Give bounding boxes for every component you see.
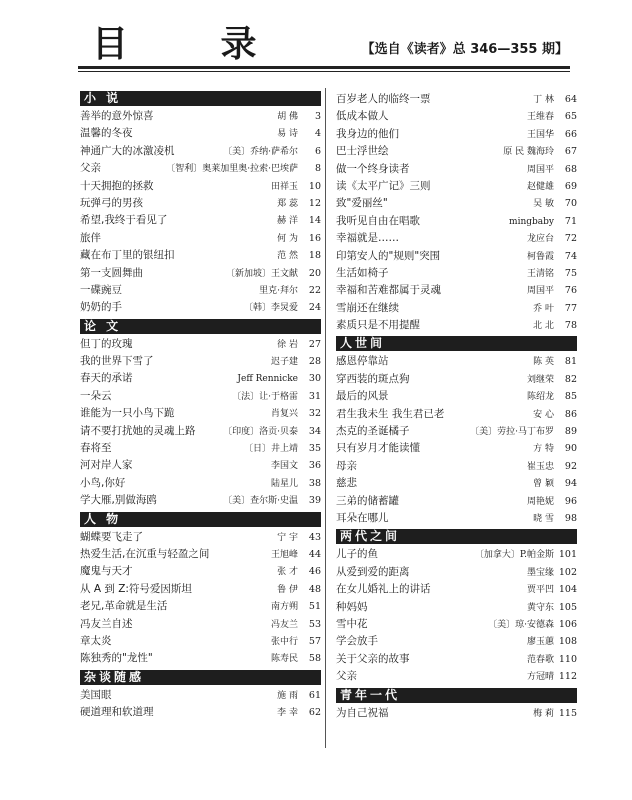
entry-title: 三弟的储蓄罐 [336, 494, 399, 507]
section-header: 两代之间 [336, 529, 577, 544]
entry-author: 〔美〕乔纳·萨希尔 [223, 146, 298, 157]
toc-entry[interactable] [336, 458, 577, 475]
entry-author: 李国文 [270, 461, 298, 472]
entry-page: 101 [558, 549, 577, 561]
toc-entry[interactable] [80, 125, 321, 142]
entry-title: 穿西装的斑点狗 [336, 372, 410, 385]
entry-author: 丁 林 [533, 95, 554, 105]
toc-entry[interactable] [336, 195, 577, 212]
entry-author: 赫 洋 [277, 216, 298, 227]
toc-entry[interactable] [80, 581, 321, 598]
entry-title: 我听见自由在唱歌 [336, 214, 420, 227]
entry-title: 河对岸人家 [80, 459, 133, 472]
entry-page: 28 [308, 356, 321, 368]
header-rule-thin [78, 71, 570, 72]
entry-title: 生活如椅子 [336, 266, 389, 279]
column-divider [325, 88, 326, 748]
entry-page: 71 [564, 215, 577, 227]
entry-page: 44 [308, 548, 321, 560]
entry-page: 81 [564, 356, 577, 368]
entry-page: 96 [564, 495, 577, 507]
entry-page: 112 [558, 671, 577, 683]
entry-page: 64 [564, 94, 577, 105]
entry-author: 周国平 [526, 164, 554, 175]
toc-entry[interactable] [80, 282, 321, 299]
entry-page: 72 [564, 233, 577, 245]
section-header: 人 物 [80, 512, 321, 527]
entry-title: 温馨的冬夜 [80, 127, 133, 140]
entry-author: 原 民 魏海玲 [503, 147, 554, 158]
entry-title: 硬道理和软道理 [80, 706, 154, 719]
entry-author: 梅 莉 [533, 708, 554, 719]
toc-entry[interactable] [336, 493, 577, 510]
entry-page: 6 [314, 145, 321, 157]
entry-title: 慈悲 [336, 477, 357, 490]
toc-entry[interactable] [80, 143, 321, 160]
entry-page: 106 [558, 618, 577, 630]
entry-author: 李 幸 [277, 708, 298, 719]
entry-page: 67 [564, 146, 577, 158]
entry-title: 学大雁,别做海鸥 [80, 494, 157, 507]
toc-entry[interactable] [336, 633, 577, 650]
entry-page: 12 [308, 197, 321, 209]
entry-author: 徐 岩 [277, 339, 298, 350]
entry-title: 一朵云 [80, 389, 112, 402]
entry-page: 18 [308, 250, 321, 262]
toc-entry[interactable] [80, 108, 321, 125]
entry-title: 关于父亲的故事 [336, 652, 410, 665]
entry-title: 百岁老人的临终一票 [336, 93, 431, 105]
toc-entry[interactable] [80, 598, 321, 615]
toc-entry[interactable] [336, 423, 577, 440]
entry-title: 春天的承诺 [80, 372, 133, 385]
entry-page: 115 [558, 707, 577, 719]
entry-title: 美国眼 [80, 688, 112, 701]
entry-page: 77 [564, 302, 577, 314]
entry-page: 30 [308, 373, 321, 385]
entry-page: 76 [564, 285, 577, 297]
entry-author: 陈 英 [533, 357, 554, 368]
toc-entry[interactable] [336, 353, 577, 370]
entry-author: 吴 敏 [533, 199, 554, 210]
entry-title: 母亲 [336, 459, 357, 472]
entry-title: 杰克的圣诞橘子 [336, 425, 410, 438]
entry-author: 陆星儿 [270, 478, 298, 489]
entry-page: 92 [564, 460, 577, 472]
entry-author: 〔美〕琼·安德森 [488, 619, 554, 630]
entry-author: 张 才 [277, 567, 298, 578]
entry-title: 只有岁月才能读懂 [336, 442, 420, 455]
entry-page: 36 [308, 460, 321, 472]
issue-range-subtitle: 【选自《读者》总 346—355 期】 [361, 42, 568, 57]
toc-entry[interactable] [80, 616, 321, 633]
entry-page: 14 [308, 215, 321, 227]
entry-page: 16 [308, 232, 321, 244]
entry-author: 肖复兴 [270, 409, 298, 420]
toc-entry[interactable] [80, 475, 321, 492]
entry-author: 郑 蕊 [277, 198, 298, 209]
entry-author: 墨宝缘 [526, 567, 554, 578]
entry-title: 老兄,革命就是生活 [80, 600, 168, 613]
entry-page: 78 [564, 320, 577, 332]
entry-title: 幸福和苦难都属于灵魂 [336, 284, 441, 297]
entry-title: 蝴蝶要飞走了 [80, 530, 143, 543]
entry-title: 一碟豌豆 [80, 283, 122, 296]
toc-entry[interactable] [80, 178, 321, 195]
toc-entry[interactable] [336, 143, 577, 160]
entry-author: 范春歌 [526, 654, 554, 665]
entry-page: 102 [558, 566, 577, 578]
entry-page: 82 [564, 373, 577, 385]
toc-entry[interactable] [336, 705, 577, 722]
entry-page: 104 [558, 584, 577, 596]
entry-author: 〔加拿大〕P.帕金斯 [474, 550, 554, 561]
toc-entry[interactable] [336, 668, 577, 685]
entry-title: 旅伴 [80, 231, 101, 244]
entry-author: 里克·拜尔 [259, 285, 298, 296]
section-header: 人世间 [336, 336, 577, 351]
entry-title: 耳朵在哪儿 [336, 511, 389, 524]
entry-title: 我身边的他们 [336, 127, 399, 140]
entry-page: 86 [564, 408, 577, 420]
entry-author: 廖玉蕙 [526, 637, 554, 648]
entry-page: 48 [308, 583, 321, 595]
toc-entry[interactable] [80, 405, 321, 422]
entry-page: 90 [564, 443, 577, 455]
entry-title: 神通广大的冰激凌机 [80, 144, 175, 157]
entry-title: 玩弹弓的男孩 [80, 196, 143, 209]
entry-title: 致"爱丽丝" [336, 197, 388, 210]
entry-title: 从 A 到 Z:符号爱因斯坦 [80, 582, 192, 595]
toc-entry[interactable] [80, 687, 321, 704]
entry-author: mingbaby [509, 216, 554, 227]
entry-author: 胡 佛 [277, 112, 298, 122]
entry-author: 易 诗 [277, 129, 298, 140]
toc-entry[interactable] [336, 371, 577, 388]
entry-title: 谁能为一只小鸟下跪 [80, 407, 175, 420]
entry-title: 藏在布丁里的银纽扣 [80, 249, 175, 262]
toc-entry[interactable] [80, 457, 321, 474]
entry-title: 雪中花 [336, 617, 368, 630]
entry-title: 印第安人的"规则"突围 [336, 249, 441, 262]
right-column [336, 91, 577, 722]
entry-page: 58 [308, 653, 321, 665]
toc-entry[interactable] [336, 546, 577, 563]
toc-entry[interactable] [336, 300, 577, 317]
entry-author: 陈寿民 [270, 654, 298, 665]
entry-author: 鲁 伊 [277, 584, 298, 595]
left-column [80, 91, 321, 722]
entry-author: 迟子建 [270, 357, 298, 368]
entry-author: 王旭峰 [270, 549, 298, 560]
entry-page: 31 [308, 390, 321, 402]
entry-title: 种妈妈 [336, 600, 368, 613]
entry-page: 110 [558, 653, 577, 665]
entry-title: 君生我未生 我生君已老 [336, 407, 445, 420]
entry-title: 最后的风景 [336, 390, 389, 403]
entry-page: 20 [308, 267, 321, 279]
toc-entry[interactable] [336, 651, 577, 668]
entry-title: 巴士浮世绘 [336, 145, 389, 158]
entry-author: 方 特 [533, 444, 554, 455]
toc-entry[interactable] [336, 599, 577, 616]
entry-author: 〔美〕查尔斯·史温 [223, 496, 298, 507]
entry-title: 热爱生活,在沉重与轻盈之间 [80, 547, 210, 560]
entry-title: 冯友兰自述 [80, 617, 133, 630]
entry-title: 从爱到爱的距离 [336, 565, 410, 578]
entry-page: 65 [564, 111, 577, 123]
entry-page: 98 [564, 512, 577, 524]
toc-entry[interactable] [336, 406, 577, 423]
entry-title: 在女儿婚礼上的讲话 [336, 583, 431, 596]
toc-entry[interactable] [336, 581, 577, 598]
toc-entry[interactable] [80, 370, 321, 387]
entry-author: Jeff Rennicke [237, 374, 298, 385]
toc-entry[interactable] [336, 108, 577, 125]
entry-title: 十天拥抱的拯救 [80, 179, 154, 192]
entry-author: 龙应台 [526, 234, 554, 245]
entry-author: 何 为 [277, 233, 298, 244]
entry-page: 8 [314, 163, 321, 175]
entry-page: 3 [314, 111, 321, 122]
entry-author: 黄守东 [526, 602, 554, 613]
entry-author: 冯友兰 [270, 619, 298, 630]
toc-entry[interactable] [80, 546, 321, 563]
entry-title: 请不要打扰她的灵魂上路 [80, 424, 196, 437]
entry-author: 张中行 [270, 636, 298, 647]
entry-title: 善举的意外惊喜 [80, 110, 154, 122]
entry-author: 王清铭 [526, 268, 554, 279]
entry-page: 68 [564, 163, 577, 175]
toc-entry[interactable] [80, 353, 321, 370]
toc-entry[interactable] [80, 247, 321, 264]
entry-title: 春将至 [80, 442, 112, 455]
entry-title: 为自己祝福 [336, 706, 389, 719]
entry-page: 51 [308, 601, 321, 613]
entry-author: 〔美〕劳拉·马丁布罗 [470, 427, 554, 438]
toc-entry[interactable] [336, 126, 577, 143]
entry-page: 34 [308, 425, 321, 437]
section-header: 青年一代 [336, 688, 577, 703]
toc-entry[interactable] [80, 423, 321, 440]
toc-entry[interactable] [80, 265, 321, 282]
entry-page: 62 [308, 707, 321, 719]
entry-page: 108 [558, 636, 577, 648]
entry-author: 王国华 [526, 129, 554, 140]
entry-author: 〔日〕井上靖 [243, 444, 298, 455]
header-rule [78, 66, 570, 69]
entry-author: 〔印度〕洛贡·贝泰 [223, 426, 298, 437]
entry-title: 素质只是不用提醒 [336, 319, 420, 332]
entry-author: 安 心 [533, 409, 554, 420]
entry-author: 施 雨 [277, 690, 298, 701]
entry-author: 柯鲁霞 [526, 251, 554, 262]
entry-page: 27 [308, 338, 321, 350]
toc-entry[interactable] [336, 91, 577, 108]
entry-author: 南方朔 [270, 602, 298, 613]
entry-title: 但丁的玫瑰 [80, 337, 133, 350]
entry-author: 〔智利〕奥莱加里奥·拉索·巴埃萨 [166, 164, 298, 175]
entry-page: 94 [564, 478, 577, 490]
entry-page: 35 [308, 443, 321, 455]
toc-entry[interactable] [336, 388, 577, 405]
entry-title: 感恩停靠站 [336, 355, 389, 368]
entry-author: 田祥玉 [270, 181, 298, 192]
entry-page: 105 [558, 601, 577, 613]
entry-page: 32 [308, 408, 321, 420]
entry-author: 晓 雪 [533, 513, 554, 524]
entry-page: 70 [564, 198, 577, 210]
toc-entry[interactable] [336, 248, 577, 265]
toc-entry[interactable] [336, 265, 577, 282]
entry-author: 宁 宇 [277, 532, 298, 543]
section-header: 小 说 [80, 91, 321, 106]
entry-author: 北 北 [533, 321, 554, 332]
entry-page: 46 [308, 566, 321, 578]
entry-title: 儿子的鱼 [336, 548, 378, 561]
toc-entry[interactable] [336, 161, 577, 178]
toc-entry[interactable] [80, 563, 321, 580]
toc-entry[interactable] [80, 492, 321, 509]
toc-entry[interactable] [80, 212, 321, 229]
entry-title: 第一支圆舞曲 [80, 266, 143, 279]
toc-entry[interactable] [336, 564, 577, 581]
entry-title: 雪崩还在继续 [336, 301, 399, 314]
toc-entry[interactable] [80, 299, 321, 316]
toc-entry[interactable] [80, 230, 321, 247]
entry-title: 我的世界下雪了 [80, 355, 154, 368]
toc-entry[interactable] [336, 616, 577, 633]
toc-entry[interactable] [336, 317, 577, 334]
toc-entry[interactable] [80, 650, 321, 667]
entry-page: 39 [308, 495, 321, 507]
entry-title: 父亲 [336, 670, 357, 683]
toc-entry[interactable] [80, 160, 321, 177]
toc-entry[interactable] [80, 633, 321, 650]
entry-author: 曾 颖 [533, 479, 554, 490]
page-title: 目 录 [92, 24, 297, 65]
entry-page: 75 [564, 267, 577, 279]
entry-page: 85 [564, 391, 577, 403]
entry-author: 陈绍龙 [526, 392, 554, 403]
entry-title: 做一个终身读者 [336, 162, 410, 175]
entry-author: 崔玉忠 [526, 461, 554, 472]
entry-page: 69 [564, 180, 577, 192]
entry-title: 奶奶的手 [80, 301, 122, 314]
entry-author: 王维春 [526, 112, 554, 123]
entry-author: 〔新加坡〕王文献 [225, 268, 298, 279]
toc-entry[interactable] [80, 388, 321, 405]
toc-entry[interactable] [336, 213, 577, 230]
toc-entry[interactable] [80, 440, 321, 457]
entry-page: 53 [308, 618, 321, 630]
entry-author: 赵健雄 [526, 181, 554, 192]
entry-title: 希望,我终于看见了 [80, 214, 168, 227]
entry-title: 幸福就是…… [336, 232, 399, 245]
toc-entry[interactable] [80, 704, 321, 721]
entry-author: 贾平凹 [526, 585, 554, 596]
entry-author: 周艳妮 [526, 496, 554, 507]
toc-entry[interactable] [336, 440, 577, 457]
section-header: 论 文 [80, 319, 321, 334]
toc-entry[interactable] [80, 529, 321, 546]
entry-title: 陈独秀的"龙性" [80, 652, 153, 665]
toc-entry[interactable] [336, 178, 577, 195]
toc-entry[interactable] [80, 336, 321, 353]
entry-page: 57 [308, 635, 321, 647]
entry-title: 低成本做人 [336, 110, 389, 123]
toc-entry[interactable] [336, 510, 577, 527]
entry-page: 43 [308, 531, 321, 543]
entry-title: 章太炎 [80, 634, 112, 647]
entry-page: 89 [564, 426, 577, 438]
entry-page: 38 [308, 477, 321, 489]
entry-page: 24 [308, 302, 321, 314]
toc-entry[interactable] [336, 282, 577, 299]
entry-title: 读《太平广记》三则 [336, 179, 431, 192]
entry-author: 范 然 [277, 251, 298, 262]
entry-page: 61 [308, 689, 321, 701]
entry-title: 小鸟,你好 [80, 476, 126, 489]
entry-author: 刘继荣 [526, 374, 554, 385]
entry-page: 10 [308, 180, 321, 192]
entry-page: 66 [564, 128, 577, 140]
entry-author: 方冠晴 [526, 672, 554, 683]
entry-title: 父亲 [80, 162, 101, 175]
entry-page: 22 [308, 284, 321, 296]
section-header: 杂谈随感 [80, 670, 321, 685]
entry-author: 周国平 [526, 286, 554, 297]
toc-entry[interactable] [336, 475, 577, 492]
entry-author: 乔 叶 [533, 303, 554, 314]
toc-entry[interactable] [80, 195, 321, 212]
entry-page: 74 [564, 250, 577, 262]
toc-entry[interactable] [336, 230, 577, 247]
entry-author: 〔法〕让·于格雷 [232, 391, 298, 402]
entry-title: 学会放手 [336, 635, 378, 648]
entry-page: 4 [314, 128, 321, 140]
entry-title: 魔鬼与天才 [80, 565, 133, 578]
entry-author: 〔韩〕李炅爱 [243, 303, 298, 314]
